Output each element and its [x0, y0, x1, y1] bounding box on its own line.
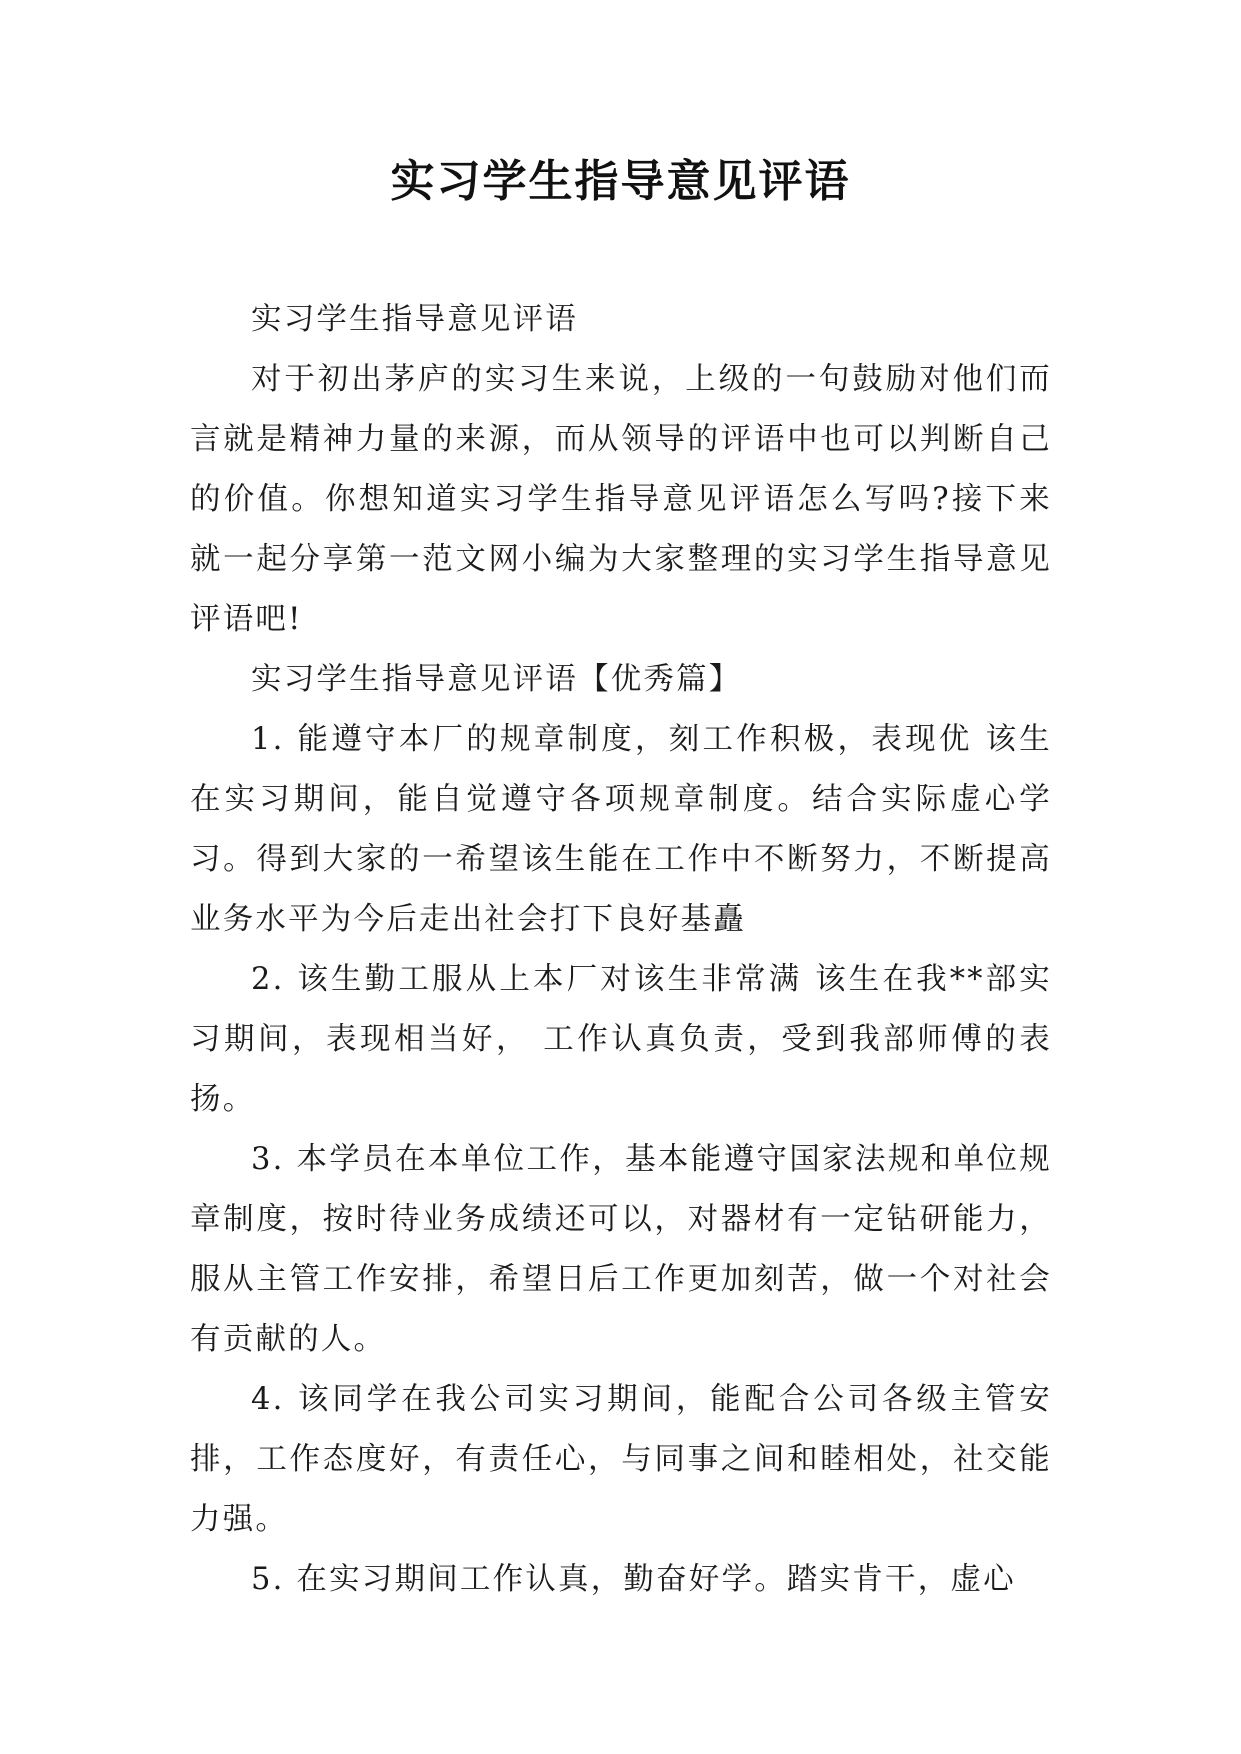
- document-body: [190, 290, 1052, 1610]
- paragraph-item-5: 5. 在实习期间工作认真，勤奋好学。踏实肯干，虚心: [251, 1562, 1016, 1597]
- paragraph-section-heading: 实习学生指导意见评语【优秀篇】: [251, 662, 742, 697]
- paragraph-item-3: 3. 本学员在本单位工作，基本能遵守国家法规和单位规章制度，按时待业务成绩还可以，对器材有一定钻研能力，服从主管工作安排，希望日后工作更加刻苦，做一个对社会有贡献的人。: [190, 1142, 1052, 1357]
- paragraph-item-4: 4. 该同学在我公司实习期间，能配合公司各级主管安排，工作态度好，有责任心，与同事之间和睦相处，社交能力强。: [190, 1382, 1052, 1537]
- paragraph-intro: 对于初出茅庐的实习生来说，上级的一句鼓励对他们而言就是精神力量的来源，而从领导的评语中也可以判断自己的价值。你想知道实习学生指导意见评语怎么写吗?接下来就一起分享第一范文网小编为大家整理的实习学生指导意见评语吧!: [190, 362, 1052, 637]
- paragraph-subtitle: 实习学生指导意见评语: [251, 302, 578, 337]
- paragraph-item-2: 2. 该生勤工服从上本厂对该生非常满 该生在我**部实习期间，表现相当好， 工作认真负责，受到我部师傅的表扬。: [190, 962, 1052, 1117]
- paragraph-item-1: 1. 能遵守本厂的规章制度，刻工作积极，表现优 该生在实习期间，能自觉遵守各项规章制度。结合实际虚心学习。得到大家的一希望该生能在工作中不断努力，不断提高业务水平为今后走出社会打下良好基矗: [190, 722, 1052, 937]
- document-title: 实习学生指导意见评语: [390, 156, 851, 207]
